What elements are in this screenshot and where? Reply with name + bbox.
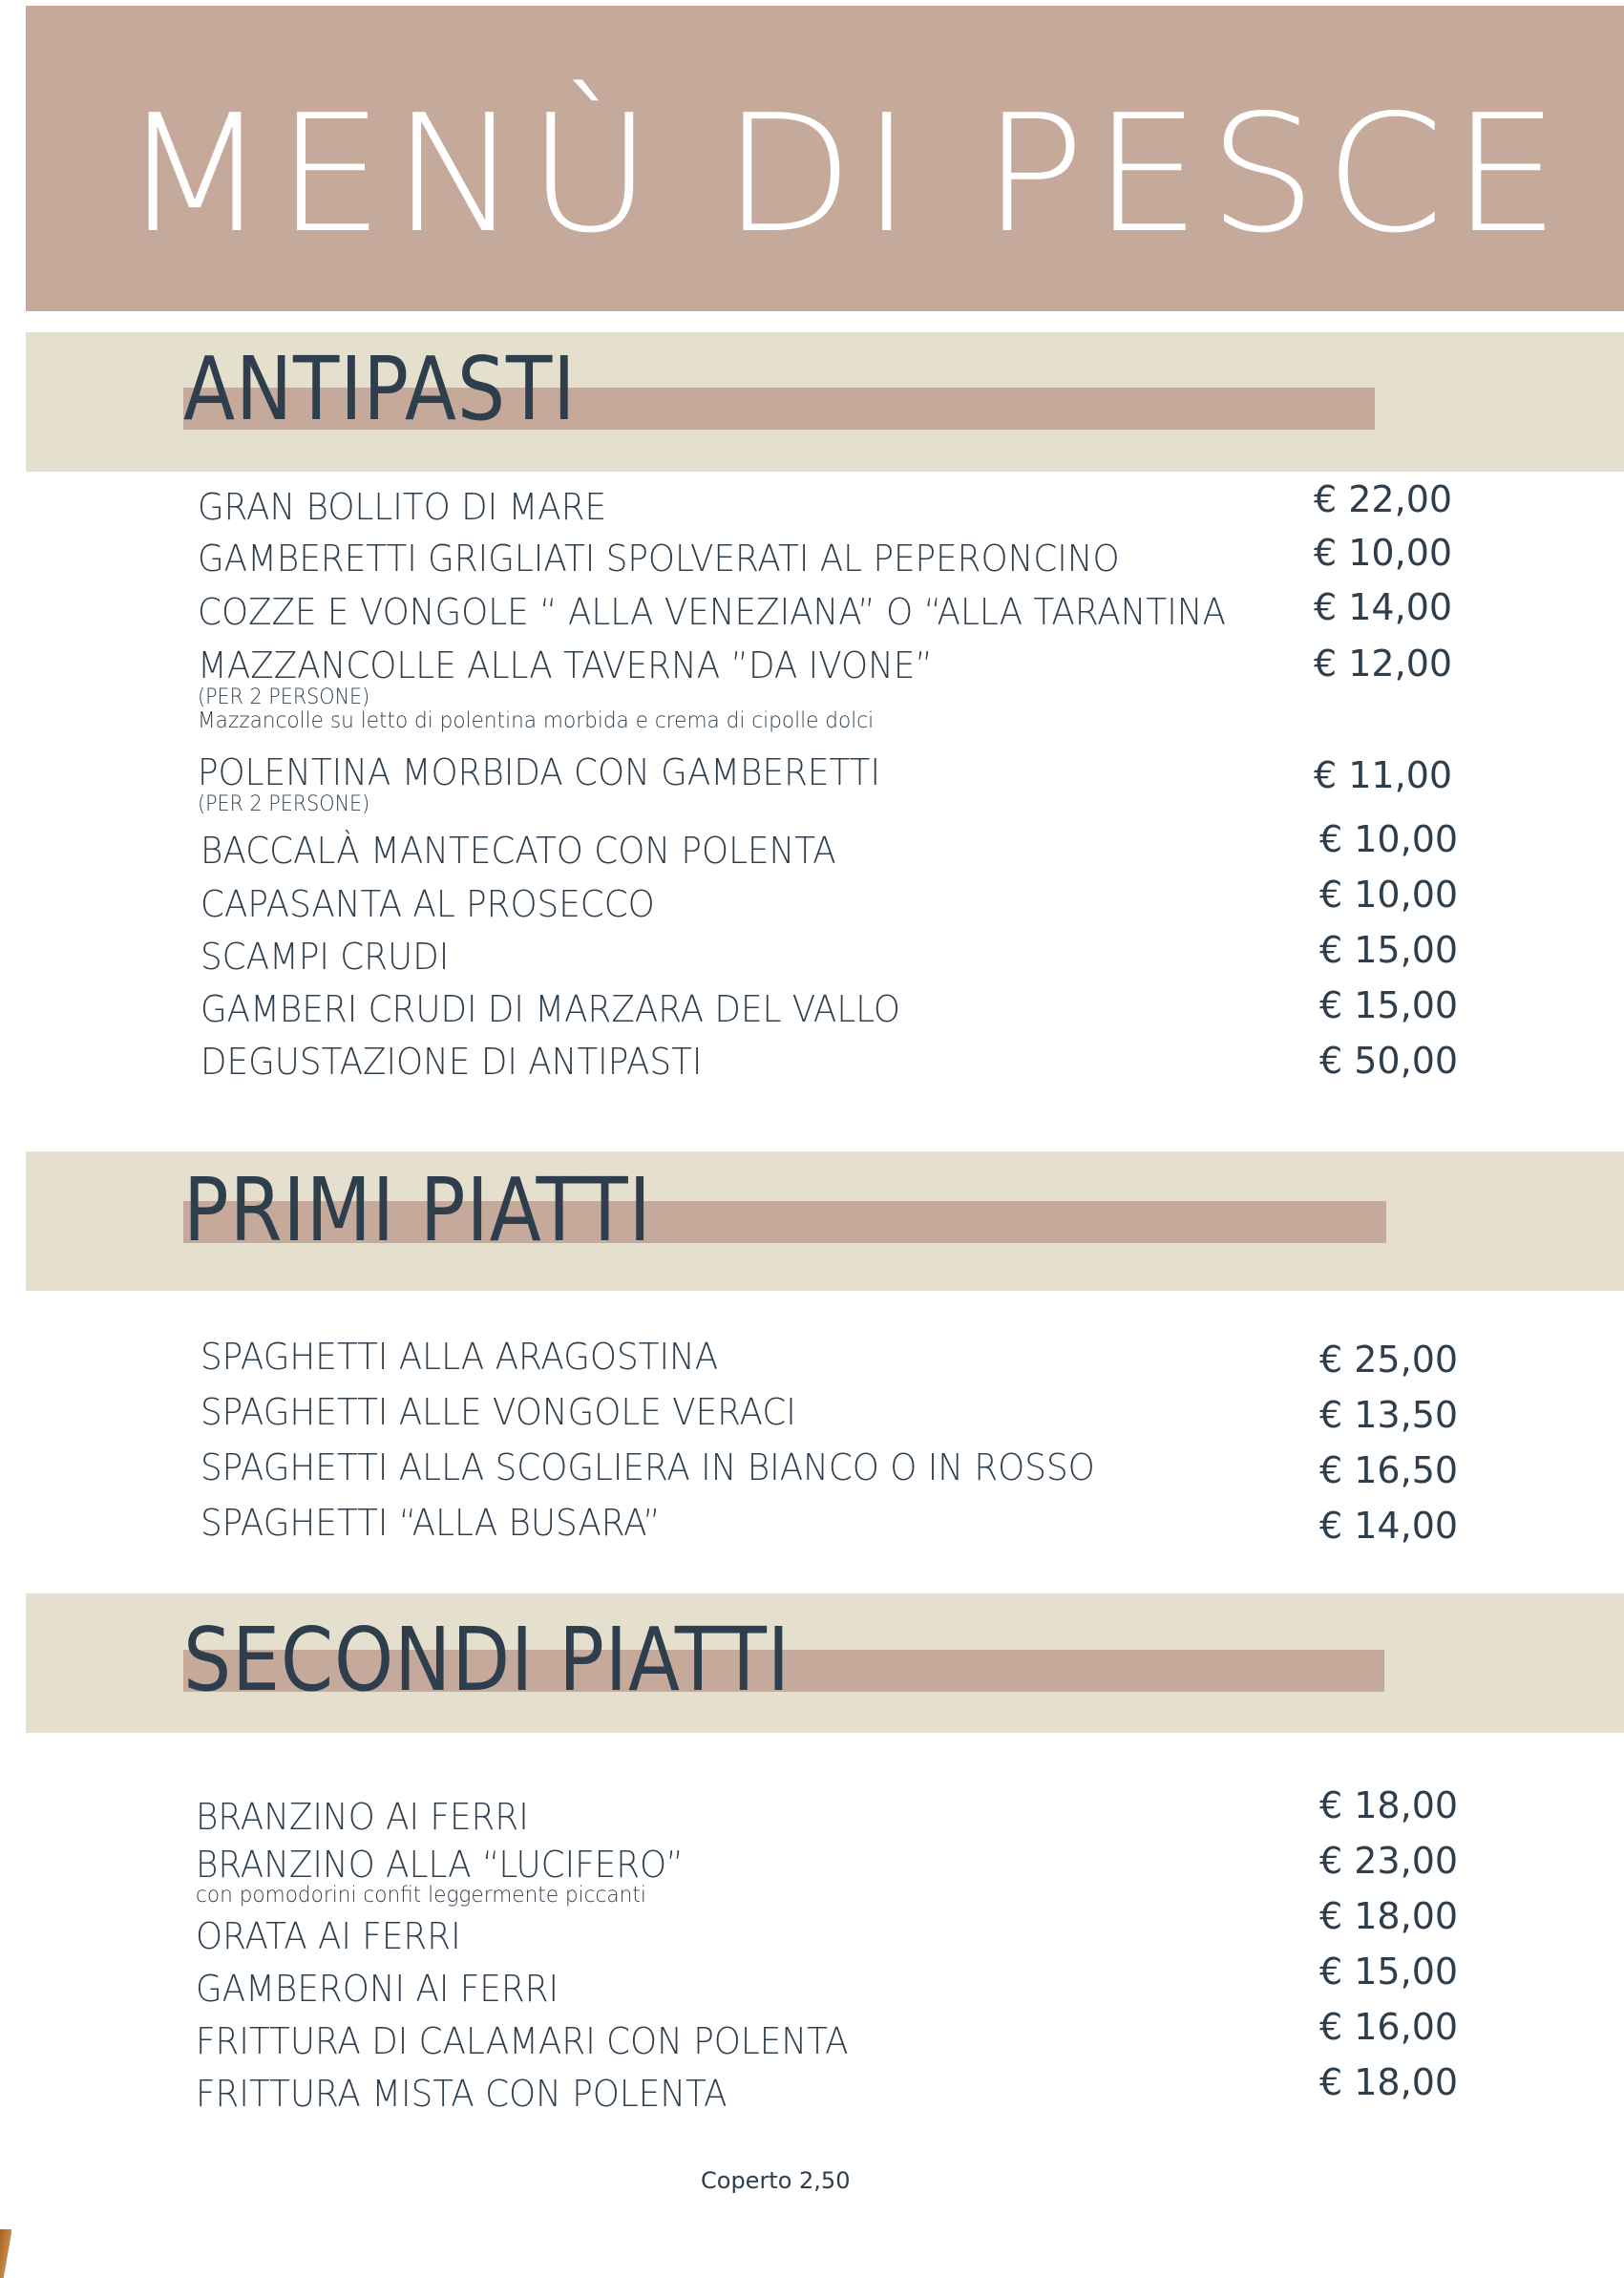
menu-item — [200, 1446, 1095, 1488]
item-price: € 15,00 — [1319, 1951, 1459, 1993]
menu-item — [200, 1041, 703, 1083]
menu-item — [200, 988, 900, 1030]
item-name: ORATA AI FERRI — [196, 1915, 461, 1957]
menu-item — [196, 1796, 529, 1838]
item-name: GAMBERI CRUDI DI MARZARA DEL VALLO — [200, 988, 900, 1030]
menu-item — [198, 538, 1120, 580]
menu-item — [198, 591, 1226, 633]
item-name: BACCALÀ MANTECATO CON POLENTA — [200, 830, 836, 872]
menu-item — [196, 1846, 684, 1907]
item-name: FRITTURA MISTA CON POLENTA — [196, 2073, 728, 2115]
item-price: € 16,50 — [1319, 1449, 1459, 1491]
item-name: SPAGHETTI “ALLA BUSARA” — [200, 1502, 661, 1544]
item-name: SPAGHETTI ALLA ARAGOSTINA — [200, 1336, 719, 1378]
menu-item — [200, 936, 450, 978]
item-price: € 10,00 — [1319, 874, 1459, 916]
item-price: € 22,00 — [1314, 478, 1453, 520]
item-name: SPAGHETTI ALLA SCOGLIERA IN BIANCO O IN ROSSO — [200, 1446, 1095, 1488]
item-price: € 10,00 — [1319, 818, 1459, 860]
menu-item — [198, 644, 933, 733]
item-price: € 11,00 — [1314, 754, 1453, 796]
item-description: con pomodorini confit leggermente piccanti — [196, 1883, 646, 1908]
item-name: GAMBERETTI GRIGLIATI SPOLVERATI AL PEPERONCINO — [198, 538, 1120, 580]
menu-item — [200, 1391, 796, 1433]
menu-item — [200, 1502, 661, 1544]
item-price: € 15,00 — [1319, 984, 1459, 1026]
item-price: € 18,00 — [1319, 1784, 1459, 1826]
section-title-antipasti: ANTIPASTI — [183, 338, 577, 440]
menu-item — [200, 883, 655, 925]
item-price: € 23,00 — [1319, 1840, 1459, 1882]
title-band — [26, 6, 1624, 311]
item-price: € 14,00 — [1319, 1505, 1459, 1547]
menu-item — [196, 1915, 461, 1957]
menu-item — [200, 830, 836, 872]
corner-decoration — [0, 2229, 11, 2278]
item-price: € 10,00 — [1314, 532, 1453, 574]
item-price: € 18,00 — [1319, 1895, 1459, 1937]
menu-item — [196, 1968, 559, 2010]
item-name: BRANZINO ALLA “LUCIFERO” — [196, 1844, 685, 1886]
item-name: SPAGHETTI ALLE VONGOLE VERACI — [200, 1391, 796, 1433]
item-name: DEGUSTAZIONE DI ANTIPASTI — [200, 1041, 703, 1083]
item-price: € 25,00 — [1319, 1339, 1459, 1381]
item-price: € 12,00 — [1314, 643, 1453, 685]
item-note: (PER 2 PERSONE) — [198, 686, 370, 709]
item-price: € 50,00 — [1319, 1040, 1459, 1082]
menu-item — [200, 1336, 719, 1378]
item-name: FRITTURA DI CALAMARI CON POLENTA — [196, 2020, 849, 2062]
menu-item — [196, 2020, 849, 2062]
section-title-secondi-piatti: SECONDI PIATTI — [183, 1609, 791, 1711]
item-note: (PER 2 PERSONE) — [198, 792, 370, 816]
menu-item — [196, 2073, 728, 2115]
cover-charge: Coperto 2,50 — [701, 2167, 851, 2194]
menu-item — [198, 486, 607, 528]
item-name: BRANZINO AI FERRI — [196, 1796, 529, 1838]
menu-item — [198, 751, 881, 816]
item-description: Mazzancolle su letto di polentina morbida e crema di cipolle dolci — [198, 708, 875, 733]
item-price: € 18,00 — [1319, 2061, 1459, 2103]
section-title-primi-piatti: PRIMI PIATTI — [183, 1159, 652, 1261]
item-name: POLENTINA MORBIDA CON GAMBERETTI — [198, 751, 881, 793]
item-price: € 14,00 — [1314, 586, 1453, 628]
item-name: COZZE E VONGOLE “ ALLA VENEZIANA” O “ALLA TARANTINA — [198, 591, 1226, 633]
item-price: € 16,00 — [1319, 2006, 1459, 2048]
item-name: MAZZANCOLLE ALLA TAVERNA ”DA IVONE” — [198, 644, 933, 686]
page-title: MENÙ DI PESCE — [121, 80, 1568, 269]
item-price: € 13,50 — [1319, 1394, 1459, 1436]
item-name: SCAMPI CRUDI — [200, 936, 450, 978]
item-name: GAMBERONI AI FERRI — [196, 1968, 559, 2010]
item-price: € 15,00 — [1319, 929, 1459, 971]
item-name: GRAN BOLLITO DI MARE — [198, 486, 607, 528]
item-name: CAPASANTA AL PROSECCO — [200, 883, 655, 925]
